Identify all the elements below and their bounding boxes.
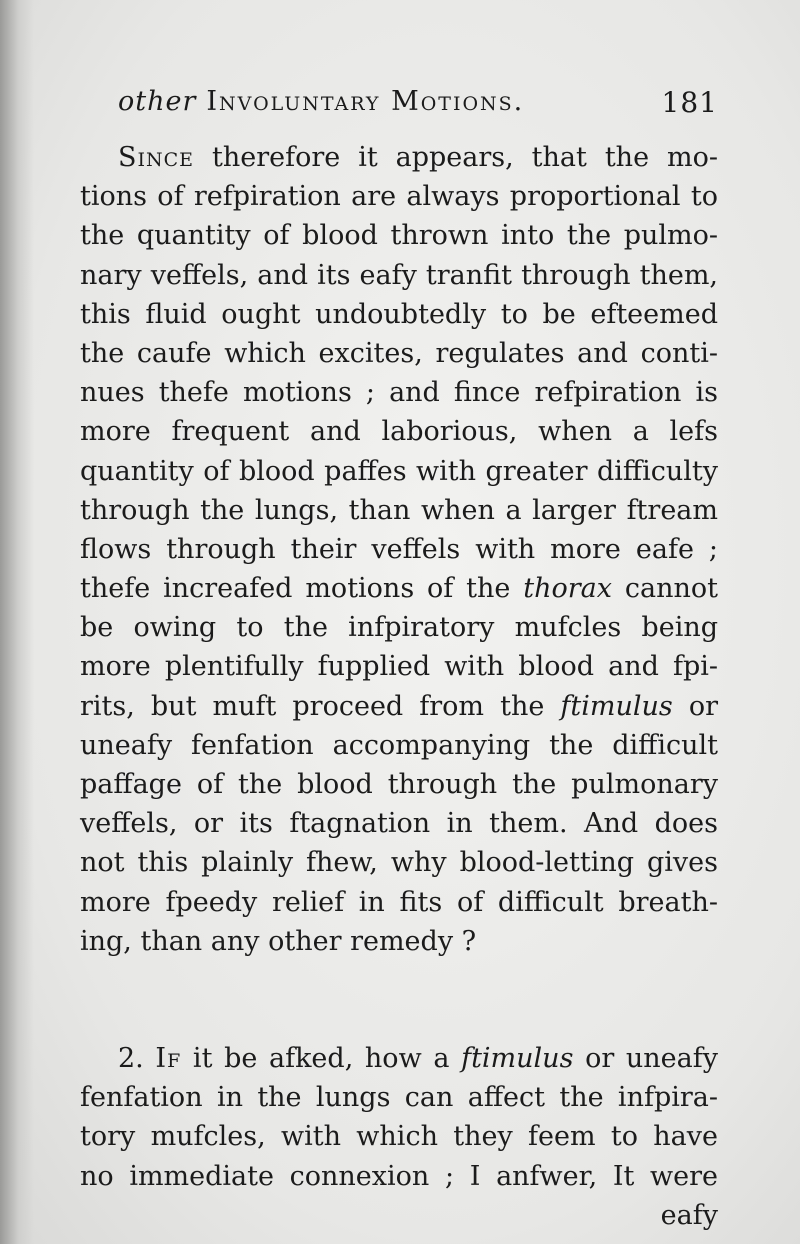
body-text — [80, 138, 718, 1235]
text-line: thefe increafed motions of the thorax cannot — [80, 573, 718, 605]
text-line: uneafy fenfation accompanying the difficult — [80, 729, 718, 761]
running-head-title: Involuntary Motions. — [206, 86, 525, 117]
page-number: 181 — [661, 86, 718, 119]
italic-term: ftimulus — [461, 1042, 574, 1074]
running-head — [118, 86, 718, 126]
italic-term: ftimulus — [560, 690, 673, 722]
text-line: the caufe which excites, regulates and conti- — [80, 337, 718, 369]
text-line: rits, but muft proceed from the ftimulus or — [80, 690, 718, 722]
paragraph-opening-word: If — [155, 1042, 182, 1074]
binding-gutter-shadow — [0, 0, 34, 1244]
text-line: fenfation in the lungs can affect the infpira- — [80, 1082, 718, 1114]
text-line: not this plainly fhew, why blood-letting gives — [80, 847, 718, 879]
paragraph-number: 2. — [118, 1042, 156, 1074]
text-line: nues thefe motions ; and fince refpiration is — [80, 377, 718, 409]
text-line: Since therefore it appears, that the mo- — [118, 142, 718, 173]
text-line: more frequent and laborious, when a lefs — [80, 416, 718, 448]
text-line: no immediate connexion ; I anfwer, It were — [80, 1160, 718, 1192]
paragraph-gap — [80, 961, 718, 1039]
text-line: through the lungs, than when a larger ftream — [80, 494, 718, 526]
text-line: this fluid ought undoubtedly to be efteemed — [80, 298, 718, 330]
paragraph-opening-word: Since — [118, 142, 195, 173]
text-line: nary veffels, and its eafy tranfit through them, — [80, 259, 718, 291]
catchword: eafy — [660, 1199, 718, 1231]
text-line: tions of refpiration are always proportional to — [80, 181, 718, 213]
text-line: tory mufcles, with which they feem to have — [80, 1121, 718, 1153]
text-line: flows through their veffels with more eafe ; — [80, 533, 718, 565]
text-line: paffage of the blood through the pulmonary — [80, 769, 718, 800]
text-line: be owing to the infpiratory mufcles being — [80, 612, 718, 644]
text-line: ing, than any other remedy ? — [80, 925, 477, 957]
running-head-italic: other — [118, 86, 197, 117]
text-line: more plentifully fupplied with blood and fpi- — [80, 651, 718, 683]
text-line: veffels, or its ftagnation in them. And does — [80, 808, 718, 840]
text-line: more fpeedy relief in fits of difficult breath- — [80, 886, 718, 918]
italic-term: thorax — [523, 573, 613, 605]
text-line: 2. If it be afked, how a ftimulus or uneafy — [118, 1042, 718, 1074]
text-line: quantity of blood paffes with greater difficulty — [80, 455, 718, 487]
text-line: the quantity of blood thrown into the pulmo- — [80, 220, 718, 252]
